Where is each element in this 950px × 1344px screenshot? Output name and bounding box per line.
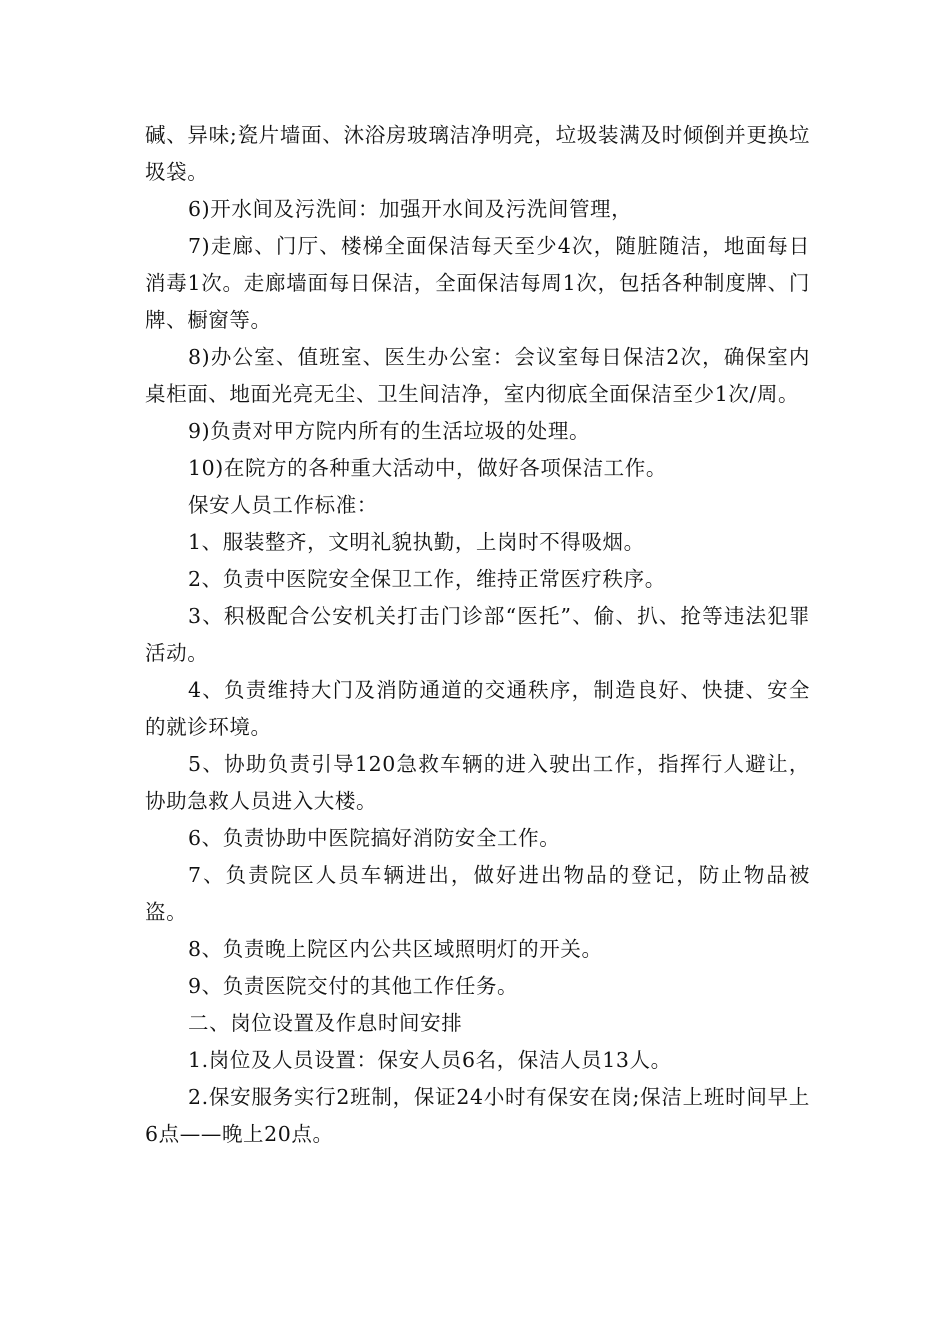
paragraph-14: 7、负责院区人员车辆进出，做好进出物品的登记，防止物品被盗。: [145, 863, 810, 924]
paragraph-9: 2、负责中医院安全保卫工作，维持正常医疗秩序。: [188, 567, 666, 591]
paragraph-15: 8、负责晚上院区内公共区域照明灯的开关。: [188, 937, 603, 961]
paragraph-2: 6)开水间及污洗间：加强开水间及污洗间管理，: [188, 197, 633, 221]
paragraph-6: 10)在院方的各种重大活动中，做好各项保洁工作。: [188, 456, 667, 480]
paragraph-5: 9)负责对甲方院内所有的生活垃圾的处理。: [188, 419, 591, 443]
paragraph-19: 2.保安服务实行2班制，保证24小时有保安在岗;保洁上班时间早上6点——晚上20点。: [145, 1085, 810, 1146]
paragraph-10: 3、积极配合公安机关打击门诊部“医托”、偷、扒、抢等违法犯罪活动。: [145, 604, 810, 665]
paragraph-8: 1、服装整齐，文明礼貌执勤，上岗时不得吸烟。: [188, 530, 645, 554]
paragraph-12: 5、协助负责引导120急救车辆的进入驶出工作，指挥行人避让，协助急救人员进入大楼。: [145, 752, 810, 813]
paragraph-11: 4、负责维持大门及消防通道的交通秩序，制造良好、快捷、安全的就诊环境。: [145, 678, 810, 739]
paragraph-16: 9、负责医院交付的其他工作任务。: [188, 974, 519, 998]
paragraph-3: 7)走廊、门厅、楼梯全面保洁每天至少4次，随脏随洁，地面每日消毒1次。走廊墙面每日保洁，全面保洁每周1次，包括各种制度牌、门牌、橱窗等。: [145, 234, 810, 332]
paragraph-18: 1.岗位及人员设置：保安人员6名，保洁人员13人。: [188, 1048, 672, 1072]
paragraph-4: 8)办公室、值班室、医生办公室：会议室每日保洁2次，确保室内桌柜面、地面光亮无尘、卫生间洁净，室内彻底全面保洁至少1次/周。: [145, 345, 810, 406]
section-heading-security-standards: 保安人员工作标准：: [188, 493, 378, 517]
paragraph-1: 碱、异味;瓷片墙面、沐浴房玻璃洁净明亮，垃圾装满及时倾倒并更换垃圾袋。: [145, 123, 810, 184]
paragraph-13: 6、负责协助中医院搞好消防安全工作。: [188, 826, 561, 850]
section-heading-positions-schedule: 二、岗位设置及作息时间安排: [188, 1011, 463, 1035]
document-body: [145, 117, 810, 1153]
